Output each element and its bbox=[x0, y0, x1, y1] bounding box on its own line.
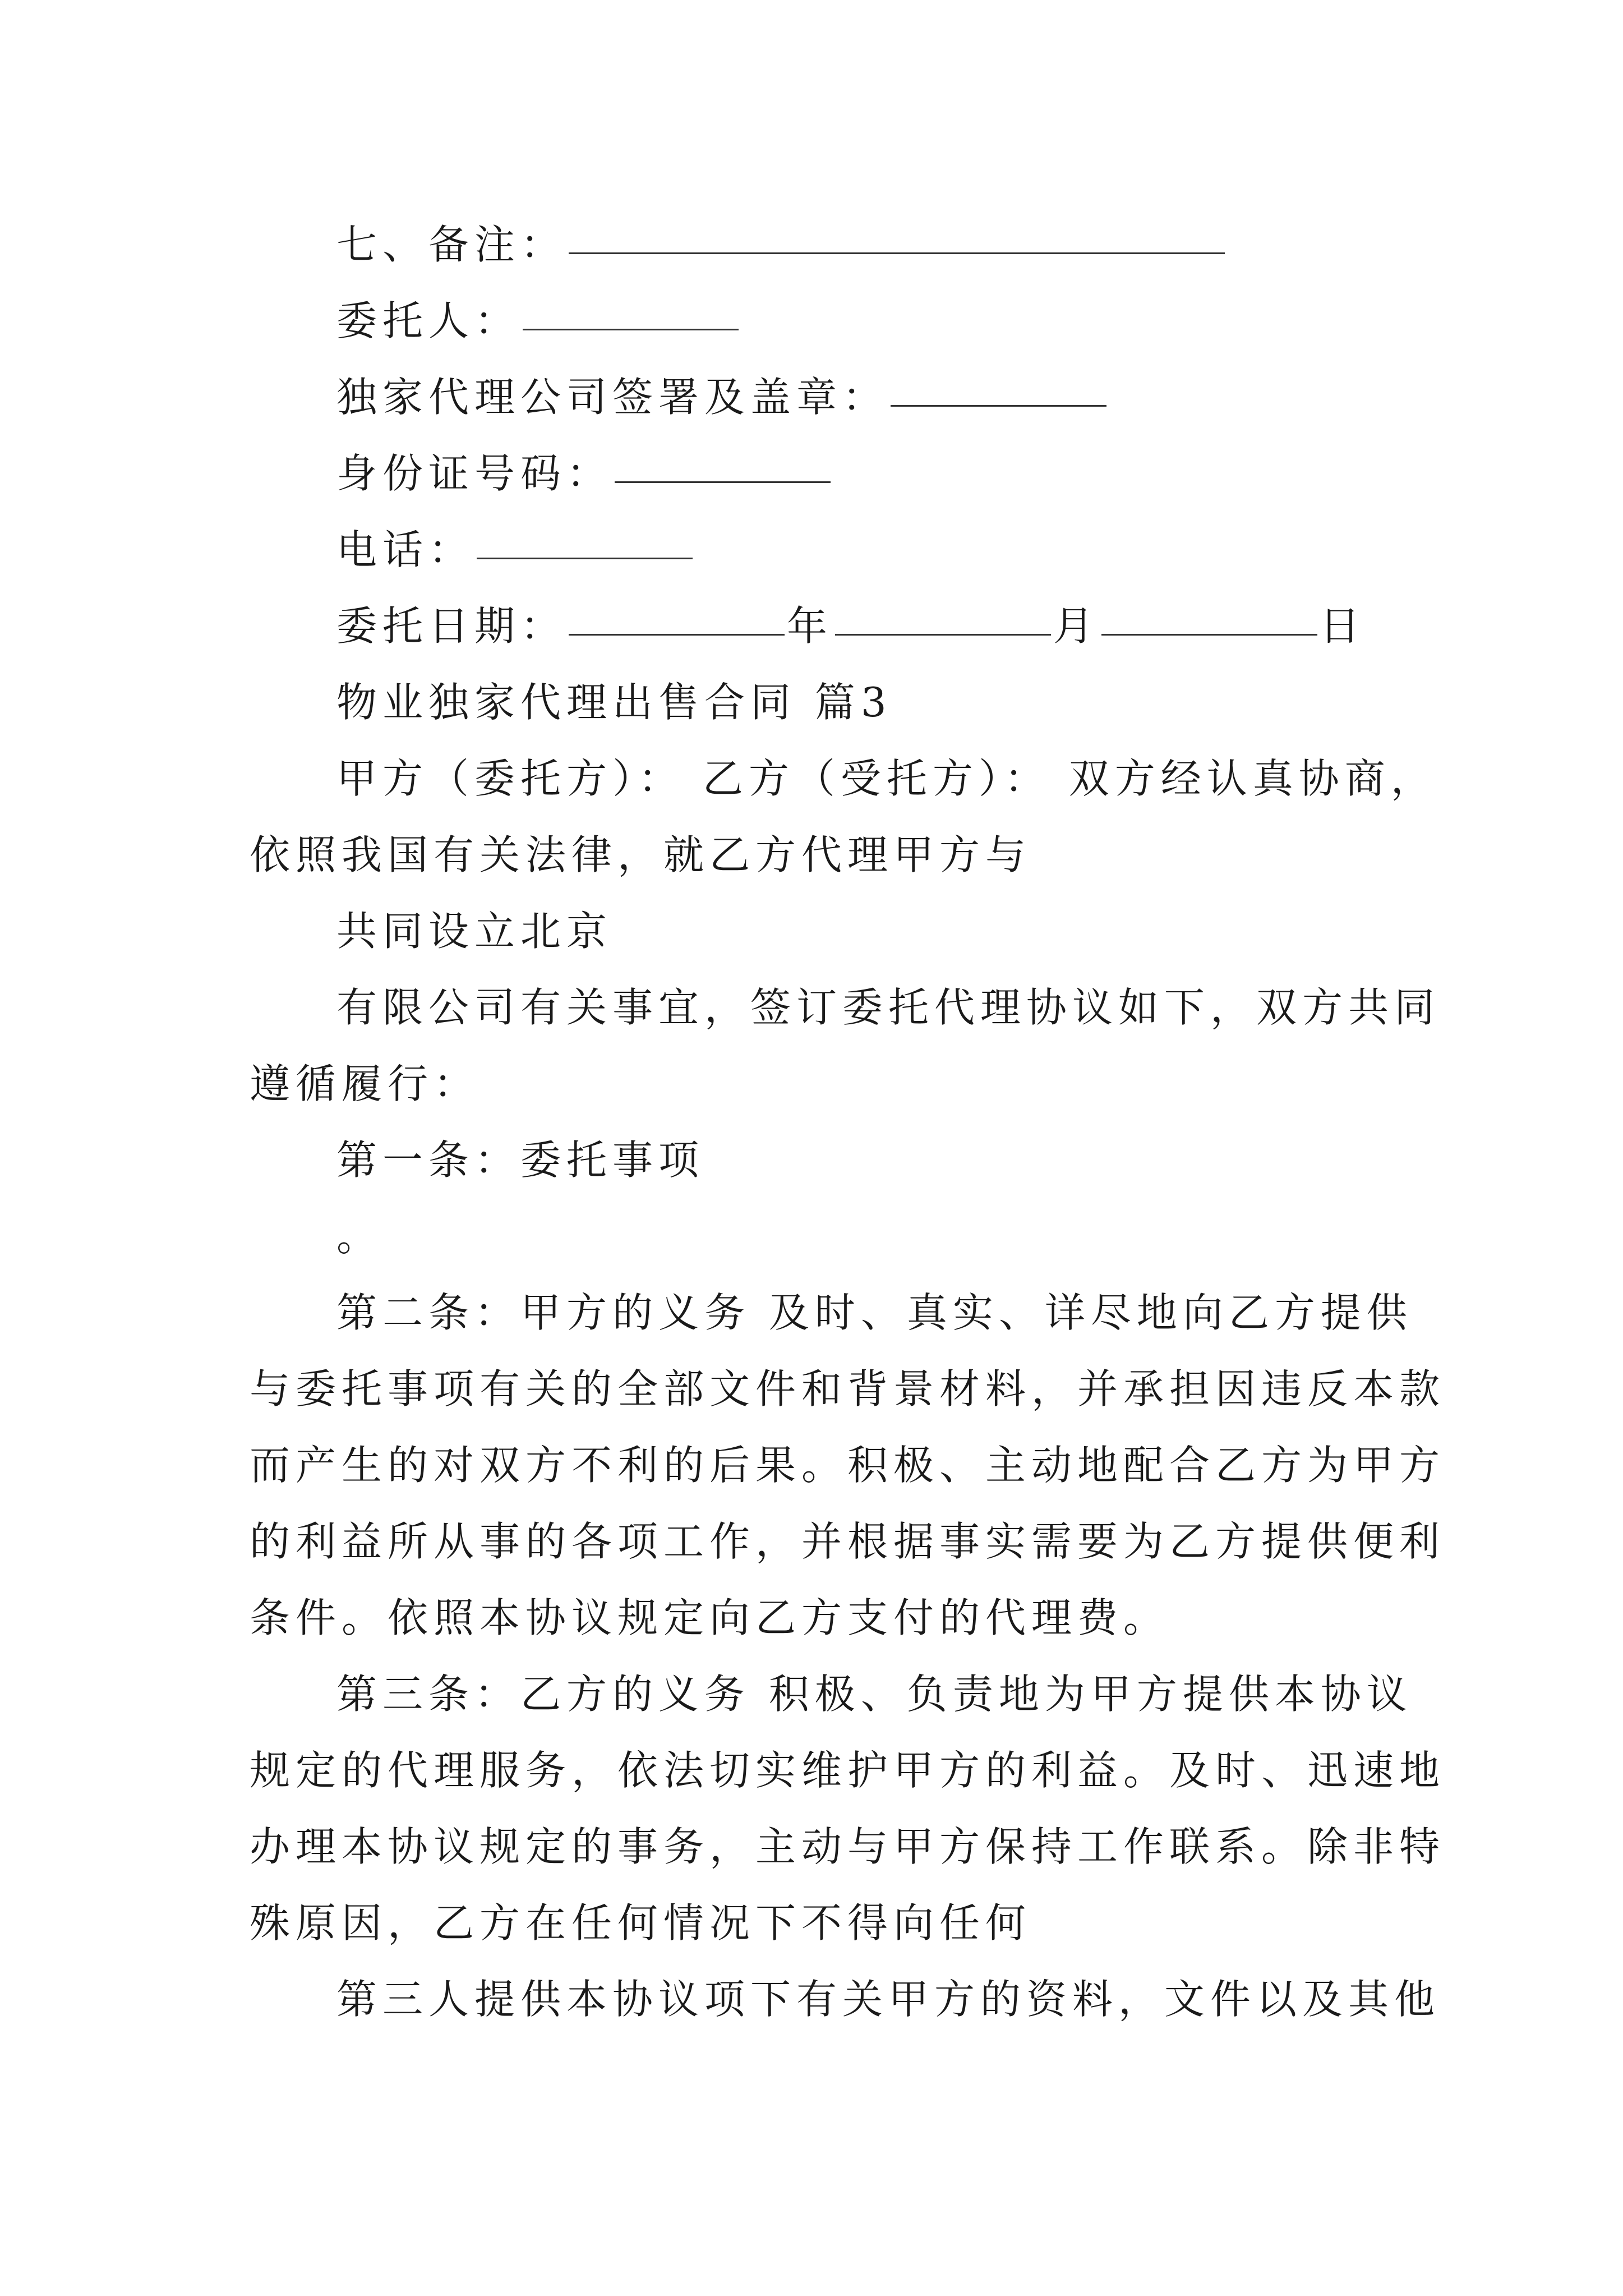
id-number-label: 身份证号码： bbox=[336, 450, 613, 497]
remarks-label: 七、备注： bbox=[336, 221, 567, 268]
paragraph-line: 而产生的对双方不利的后果。积极、主动地配合乙方为甲方 bbox=[250, 1442, 1446, 1489]
paragraph-line: 办理本协议规定的事务，主动与甲方保持工作联系。除非特 bbox=[250, 1823, 1446, 1870]
month-blank bbox=[835, 599, 1051, 636]
month-label: 月 bbox=[1053, 602, 1100, 650]
phone-blank bbox=[477, 523, 693, 559]
paragraph-line: 依照我国有关法律，就乙方代理甲方与 bbox=[250, 831, 1032, 878]
principal-label: 委托人： bbox=[336, 297, 521, 344]
section-title: 物业独家代理出售合同 篇3 bbox=[336, 679, 892, 726]
paragraph-line: 。 bbox=[336, 1213, 383, 1260]
paragraph-line: 规定的代理服务，依法切实维护甲方的利益。及时、迅速地 bbox=[250, 1747, 1446, 1794]
day-blank bbox=[1101, 599, 1317, 636]
article-heading: 第一条：委托事项 bbox=[336, 1137, 705, 1184]
phone-label: 电话： bbox=[336, 526, 475, 573]
agency-sign-label: 独家代理公司签署及盖章： bbox=[336, 374, 889, 421]
paragraph-line: 殊原因，乙方在任何情况下不得向任何 bbox=[250, 1899, 1032, 1947]
principal-blank bbox=[523, 294, 739, 330]
paragraph-line: 的利益所从事的各项工作，并根据事实需要为乙方提供便利 bbox=[250, 1518, 1446, 1565]
id-number-blank bbox=[615, 447, 831, 483]
paragraph-line: 第三人提供本协议项下有关甲方的资料，文件以及其他 bbox=[336, 1976, 1441, 2023]
year-label: 年 bbox=[787, 602, 833, 650]
paragraph-line: 条件。依照本协议规定向乙方支付的代理费。 bbox=[250, 1594, 1170, 1641]
date-label: 委托日期： bbox=[336, 602, 567, 650]
id-number-row bbox=[336, 447, 833, 500]
paragraph-line: 有限公司有关事宜，签订委托代理协议如下，双方共同 bbox=[336, 984, 1441, 1031]
paragraph-line: 共同设立北京 bbox=[336, 908, 613, 955]
remarks-blank bbox=[569, 218, 1225, 254]
agency-sign-row bbox=[336, 370, 1109, 424]
date-row bbox=[336, 599, 1366, 653]
paragraph-line: 第三条：乙方的义务 积极、负责地为甲方提供本协议 bbox=[336, 1671, 1413, 1718]
agency-sign-blank bbox=[891, 370, 1106, 407]
phone-row bbox=[336, 523, 695, 577]
year-blank bbox=[569, 599, 785, 636]
paragraph-line: 甲方（委托方）： 乙方（受托方）： 双方经认真协商， bbox=[336, 755, 1437, 802]
paragraph-line: 与委托事项有关的全部文件和背景材料，并承担因违反本款 bbox=[250, 1365, 1446, 1412]
paragraph-line: 第二条：甲方的义务 及时、真实、详尽地向乙方提供 bbox=[336, 1289, 1413, 1336]
remarks-row bbox=[336, 218, 1227, 272]
paragraph-line: 遵循履行： bbox=[250, 1060, 480, 1107]
day-label: 日 bbox=[1320, 602, 1366, 650]
principal-row bbox=[336, 294, 741, 348]
